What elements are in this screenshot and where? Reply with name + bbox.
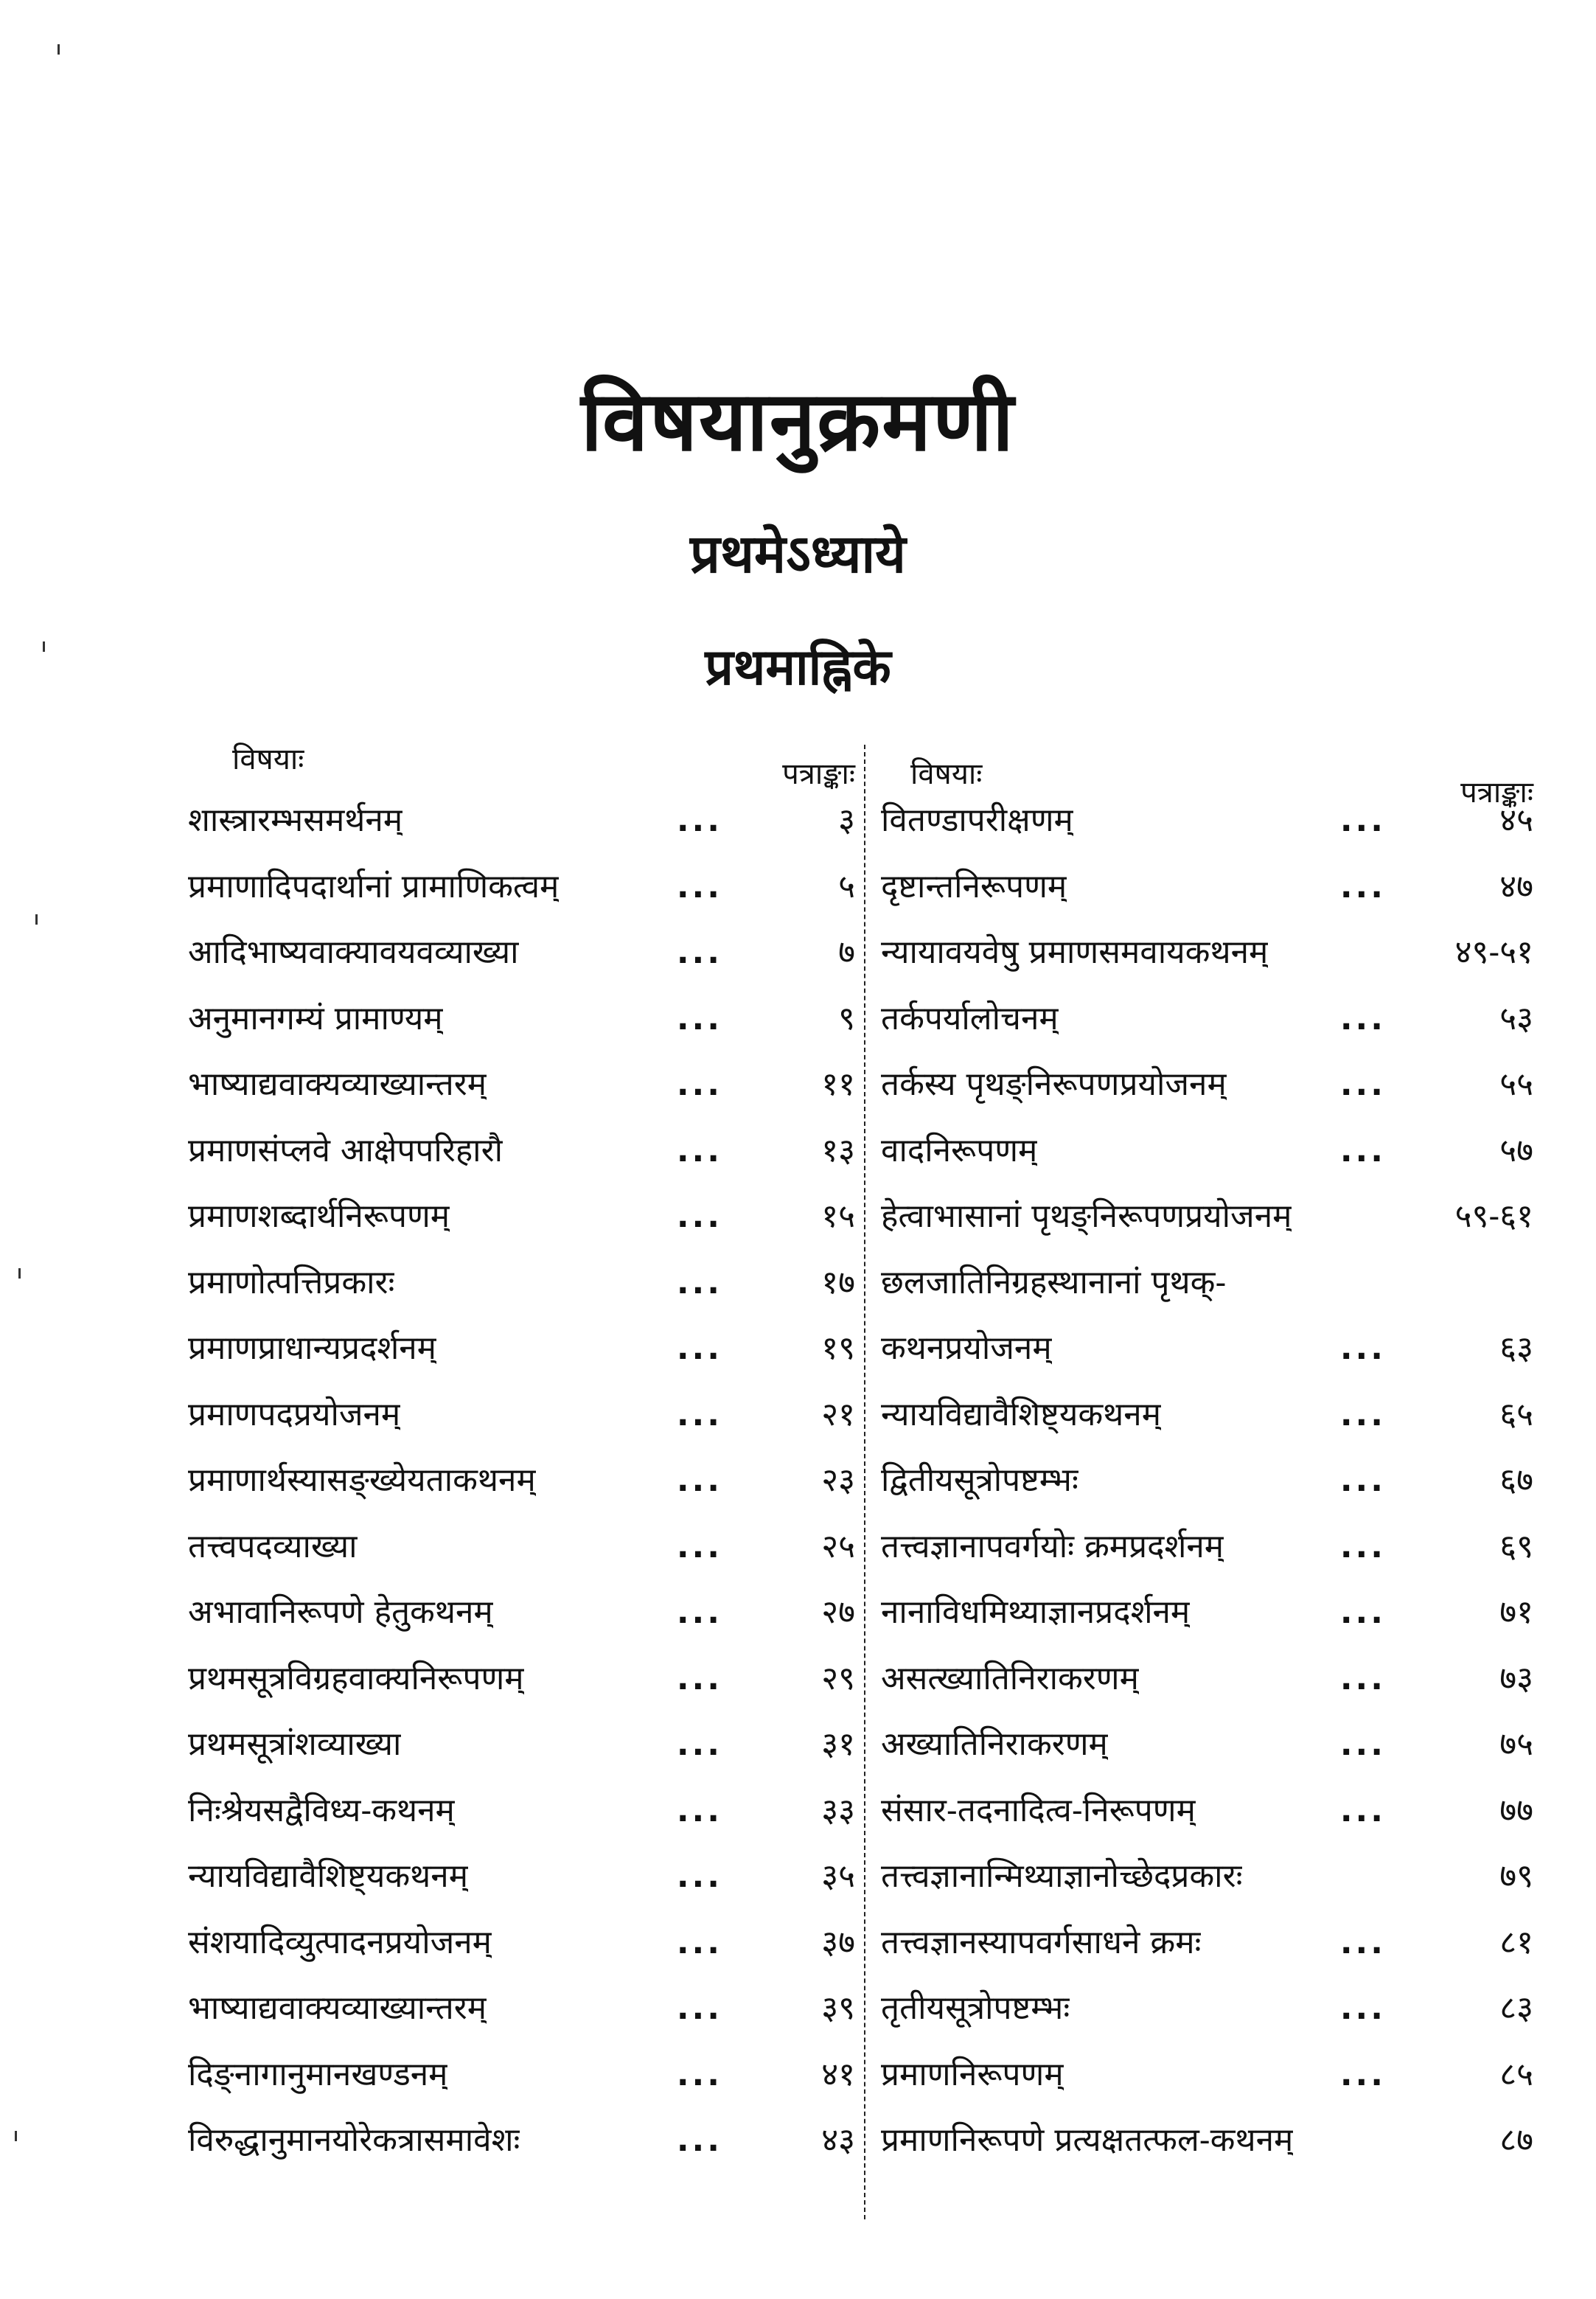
index-row [881,928,1533,995]
index-row [881,1324,1533,1391]
index-row [881,1259,1533,1325]
index-subject: प्रथमसूत्रांशव्याख्या [188,1725,402,1763]
index-subject: तत्त्वज्ञानापवर्गयोः क्रमप्रदर्शनम् [881,1527,1224,1565]
index-page-number: ४३ [821,2121,855,2159]
scan-speck [35,914,38,925]
index-row [881,1127,1533,1193]
page-number-header: पत्राङ्काः [782,757,855,791]
index-row [881,1060,1533,1127]
index-row [881,1852,1533,1919]
index-subject: नानाविधमिथ्याज्ञानप्रदर्शनम् [881,1593,1191,1631]
page-title: विषयानुक्रमणी [580,373,1016,470]
chapter-heading: प्रथमेऽध्याये [690,522,906,585]
index-row [881,1456,1533,1523]
index-page-number: ७१ [1499,1593,1533,1631]
index-row [188,796,855,863]
index-rows [881,796,1533,2183]
column-header [881,730,1533,810]
index-page-number: ३१ [821,1725,855,1763]
index-row [881,1720,1533,1787]
index-row [188,928,855,995]
index-leader-dots: ... [676,1593,722,1631]
column-divider [864,745,865,2219]
index-row [881,2116,1533,2183]
index-page-number: ८७ [1499,2121,1533,2159]
index-column-right [881,730,1533,2234]
index-page-number: ६९ [1499,1527,1533,1565]
index-row [881,796,1533,863]
index-row [188,1192,855,1259]
index-page-number: ६३ [1499,1329,1533,1367]
index-page-number: ३३ [821,1791,855,1829]
index-column-left [188,730,855,2234]
index-page-number: ३७ [821,1923,855,1961]
index-subject: प्रमाणनिरूपणम् [881,2055,1064,2093]
index-subject: असत्ख्यातिनिराकरणम् [881,1659,1139,1697]
index-row [881,1391,1533,1457]
index-page-number: ७७ [1499,1791,1533,1829]
index-row [881,863,1533,929]
index-page-number: १९ [821,1329,855,1367]
scan-speck [18,1268,21,1279]
index-row [881,1192,1533,1259]
index-subject: तत्त्वज्ञानस्यापवर्गसाधने क्रमः [881,1923,1202,1961]
index-page-number: ५ [838,867,855,905]
index-row [881,1919,1533,1985]
index-page-number: ४९-५१ [1454,933,1533,971]
index-leader-dots: ... [676,801,722,839]
index-row [188,2051,855,2117]
index-row [188,1060,855,1127]
index-subject: छलजातिनिग्रहस्थानानां पृथक्- [881,1263,1227,1301]
index-subject: न्यायविद्यावैशिष्ट्यकथनम् [188,1857,469,1895]
index-row [881,995,1533,1061]
index-page-number: ५५ [1499,1065,1533,1103]
index-row [881,2051,1533,2117]
scan-speck [43,641,45,652]
index-row [188,1984,855,2051]
section-heading: प्रथमाह्निके [705,638,891,697]
index-leader-dots: ... [1339,1461,1386,1499]
index-subject: निःश्रेयसद्वैविध्य-कथनम् [188,1791,455,1829]
index-page-number: ७५ [1499,1725,1533,1763]
index-subject: भाष्याद्यवाक्यव्याख्यान्तरम् [188,1989,487,2027]
index-leader-dots: ... [1339,999,1386,1037]
index-leader-dots: ... [1339,1989,1386,2027]
index-subject: भाष्याद्यवाक्यव्याख्यान्तरम् [188,1065,487,1103]
index-row [881,1787,1533,1853]
index-leader-dots: ... [676,1395,722,1433]
index-leader-dots: ... [676,1065,722,1103]
index-leader-dots: ... [676,1527,722,1565]
index-page-number: ६५ [1499,1395,1533,1433]
index-row [881,1523,1533,1589]
index-page-number: ७९ [1499,1857,1533,1895]
index-leader-dots: ... [676,933,722,971]
index-leader-dots: ... [1339,1329,1386,1367]
index-page-number: ५७ [1499,1131,1533,1169]
index-subject: तर्कपर्यालोचनम् [881,999,1059,1037]
page-number-header: पत्राङ्काः [1460,776,1533,810]
index-leader-dots: ... [676,1659,722,1697]
index-subject: न्यायविद्यावैशिष्ट्यकथनम् [881,1395,1162,1433]
index-page-number: ११ [821,1065,855,1103]
index-row [881,1655,1533,1721]
index-leader-dots: ... [1339,1791,1386,1829]
index-subject: न्यायावयवेषु प्रमाणसमवायकथनम् [881,933,1269,971]
index-leader-dots: ... [1339,1527,1386,1565]
index-subject: द्वितीयसूत्रोपष्टम्भः [881,1461,1078,1499]
index-subject: हेत्वाभासानां पृथङ्निरूपणप्रयोजनम् [881,1197,1292,1235]
index-page-number: १५ [821,1197,855,1235]
index-subject: शास्त्रारम्भसमर्थनम् [188,801,403,839]
index-page-number: २५ [821,1527,855,1565]
index-page-number: ५९-६१ [1454,1197,1533,1235]
index-page-number: ८५ [1499,2055,1533,2093]
index-leader-dots: ... [1339,1131,1386,1169]
index-subject: दिङ्नागानुमानखण्डनम् [188,2055,448,2093]
index-subject: आदिभाष्यवाक्यावयवव्याख्या [188,933,519,971]
index-row [188,995,855,1061]
index-page-number: ३ [838,801,855,839]
index-subject: वितण्डापरीक्षणम् [881,801,1073,839]
index-leader-dots: ... [676,1329,722,1367]
index-page-number: ३५ [821,1857,855,1895]
index-page-number: १३ [821,1131,855,1169]
index-page-number: २३ [821,1461,855,1499]
index-page-number: ९ [838,999,855,1037]
index-row [188,1324,855,1391]
index-subject: संसार-तदनादित्व-निरूपणम् [881,1791,1196,1829]
index-leader-dots: ... [676,1263,722,1301]
index-leader-dots: ... [1339,1065,1386,1103]
index-subject: प्रमाणार्थस्यासङ्ख्येयताकथनम् [188,1461,536,1499]
index-subject: वादनिरूपणम् [881,1131,1038,1169]
index-page-number: ७ [838,933,855,971]
scan-speck [58,44,60,55]
index-subject: अख्यातिनिराकरणम् [881,1725,1108,1763]
index-leader-dots: ... [676,867,722,905]
index-row [188,1720,855,1787]
index-subject: अनुमानगम्यं प्रामाण्यम् [188,999,443,1037]
index-page-number: २७ [821,1593,855,1631]
index-row [881,1984,1533,2051]
index-leader-dots: ... [1339,1725,1386,1763]
index-subject: प्रमाणशब्दार्थनिरूपणम् [188,1197,450,1235]
index-row [188,1655,855,1721]
index-leader-dots: ... [1339,1395,1386,1433]
index-leader-dots: ... [676,1857,722,1895]
index-subject: विरुद्धानुमानयोरेकत्रासमावेशः [188,2121,520,2159]
index-row [188,1787,855,1853]
index-subject: प्रमाणादिपदार्थानां प्रामाणिकत्वम् [188,867,560,905]
index-page-number: ७३ [1499,1659,1533,1697]
index-row [188,1127,855,1193]
index-subject: तत्त्वपदव्याख्या [188,1527,358,1565]
index-row [188,1588,855,1655]
index-row [881,1588,1533,1655]
index-leader-dots: ... [1339,801,1386,839]
index-page-number: ४१ [821,2055,855,2093]
index-page-number: १७ [821,1263,855,1301]
index-page-number: २१ [821,1395,855,1433]
index-row [188,2116,855,2183]
index-leader-dots: ... [1339,1923,1386,1961]
index-leader-dots: ... [1339,867,1386,905]
index-page-number: ३९ [821,1989,855,2027]
index-leader-dots: ... [676,1725,722,1763]
index-leader-dots: ... [676,1923,722,1961]
index-leader-dots: ... [676,2121,722,2159]
index-row [188,1456,855,1523]
index-leader-dots: ... [676,2055,722,2093]
index-leader-dots: ... [676,1131,722,1169]
index-subject: कथनप्रयोजनम् [881,1329,1052,1367]
index-subject: तत्त्वज्ञानान्मिथ्याज्ञानोच्छेदप्रकारः [881,1857,1243,1895]
index-row [188,1852,855,1919]
index-subject: दृष्टान्तनिरूपणम् [881,867,1067,905]
index-subject: तृतीयसूत्रोपष्टम्भः [881,1989,1070,2027]
index-leader-dots: ... [1339,2055,1386,2093]
subject-header: विषयाः [232,742,304,776]
index-leader-dots: ... [1339,1593,1386,1631]
index-leader-dots: ... [676,1989,722,2027]
index-subject: प्रमाणनिरूपणे प्रत्यक्षतत्फल-कथनम् [881,2121,1294,2159]
index-leader-dots: ... [676,999,722,1037]
index-subject: प्रथमसूत्रविग्रहवाक्यनिरूपणम् [188,1659,524,1697]
index-subject: प्रमाणप्राधान्यप्रदर्शनम् [188,1329,436,1367]
index-row [188,1391,855,1457]
index-page-number: ८३ [1499,1989,1533,2027]
index-page-number: २९ [821,1659,855,1697]
index-subject: प्रमाणोत्पत्तिप्रकारः [188,1263,395,1301]
index-subject: संशयादिव्युत्पादनप्रयोजनम् [188,1923,492,1961]
index-leader-dots: ... [676,1461,722,1499]
index-page-number: ४७ [1499,867,1533,905]
index-page-number: ५३ [1499,999,1533,1037]
index-page-number: ६७ [1499,1461,1533,1499]
scan-speck [15,2131,17,2141]
index-row [188,1919,855,1985]
index-row [188,1259,855,1325]
index-subject: अभावानिरूपणे हेतुकथनम् [188,1593,493,1631]
column-header [188,730,855,796]
index-row [188,863,855,929]
index-leader-dots: ... [676,1791,722,1829]
subject-header: विषयाः [910,757,983,791]
index-rows [188,796,855,2183]
index-leader-dots: ... [676,1197,722,1235]
index-subject: प्रमाणसंप्लवे आक्षेपपरिहारौ [188,1131,503,1169]
index-leader-dots: ... [1339,1659,1386,1697]
index-page-number: ४५ [1499,801,1533,839]
index-subject: तर्कस्य पृथङ्निरूपणप्रयोजनम् [881,1065,1227,1103]
index-page-number: ८१ [1499,1923,1533,1961]
index-subject: प्रमाणपदप्रयोजनम् [188,1395,401,1433]
index-row [188,1523,855,1589]
